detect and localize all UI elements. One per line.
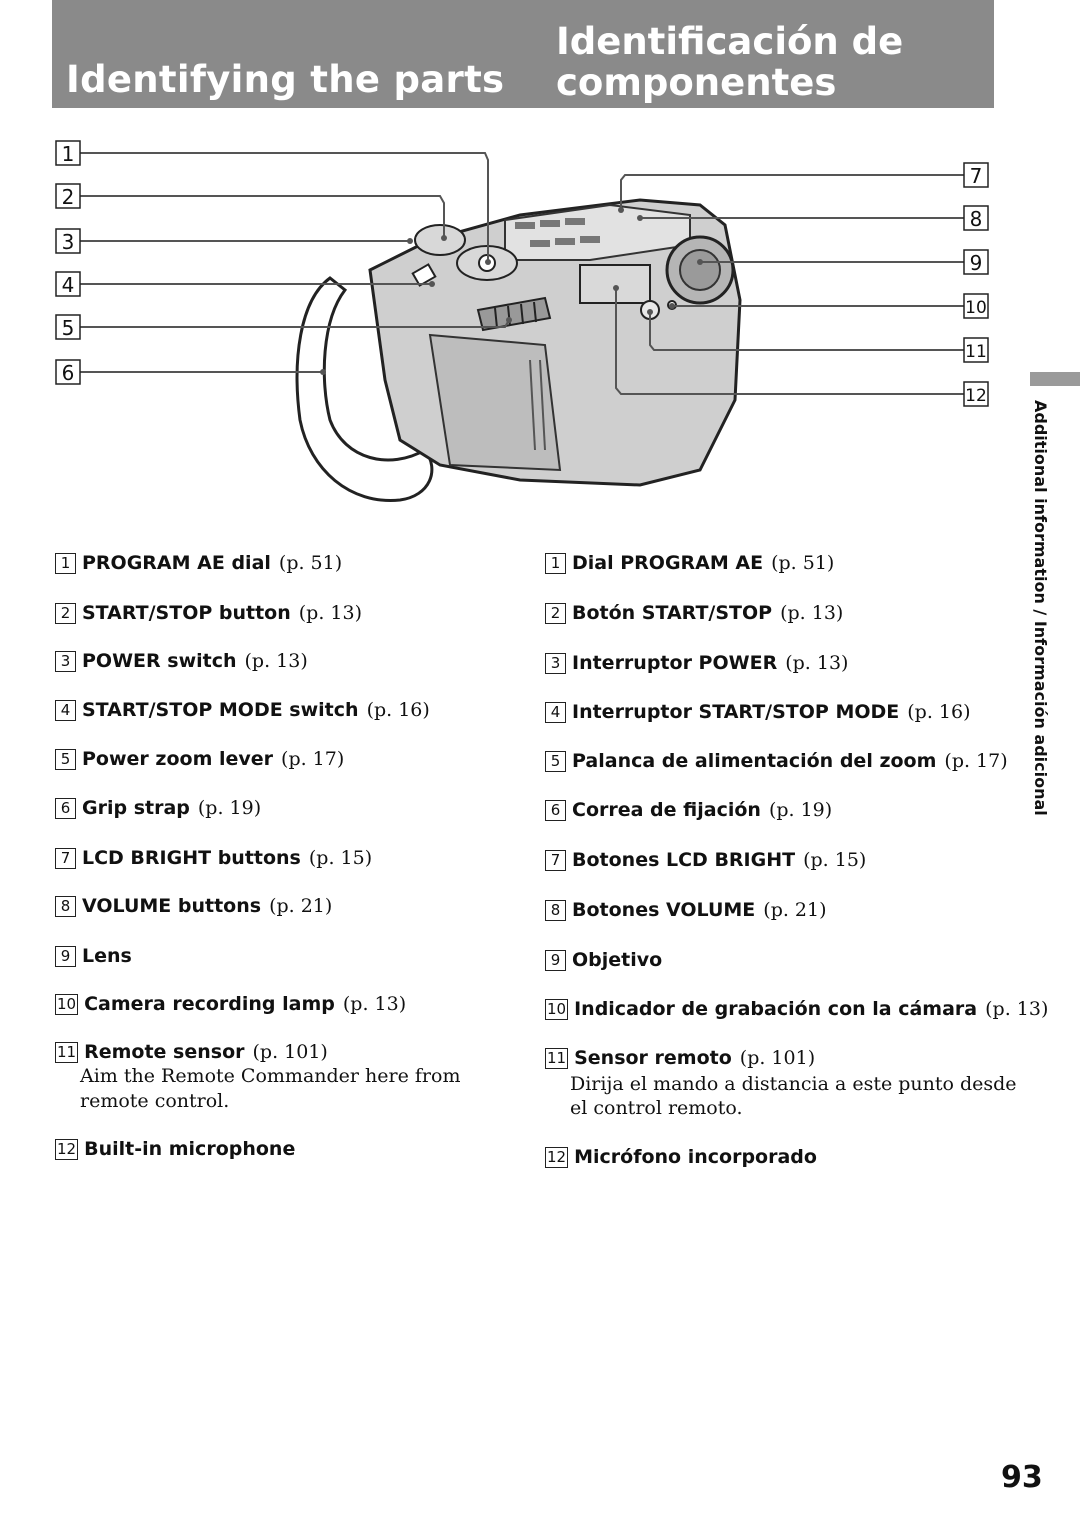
- battery-cover: [430, 335, 560, 470]
- list-item-es-1: 1 Dial PROGRAM AE (p. 51): [545, 551, 834, 575]
- list-item-en-2: 2 START/STOP button (p. 13): [55, 601, 362, 625]
- list-item-es-2: 2 Botón START/STOP (p. 13): [545, 601, 843, 625]
- callout-8: 8: [969, 207, 983, 231]
- callout-11: 11: [965, 342, 987, 362]
- page-title-es-line1: Identificación de: [556, 20, 904, 63]
- list-item-es-12: 12 Micrófono incorporado: [547, 1146, 817, 1168]
- page-title-es-line2: componentes: [556, 61, 837, 104]
- list-item-es-3: 3 Interruptor POWER (p. 13): [545, 651, 848, 675]
- list-item-es-6: 6 Correa de fijación (p. 19): [545, 798, 832, 822]
- callout-9: 9: [969, 251, 983, 275]
- section-tab-label: Additional information / Información adicional: [1031, 400, 1050, 816]
- callout-3: 3: [61, 230, 75, 254]
- list-item-es-11: 11 Sensor remoto (p. 101): [547, 1047, 816, 1069]
- list-item-en-10: 10 Camera recording lamp (p. 13): [57, 993, 407, 1015]
- list-item-es-5: 5 Palanca de alimentación del zoom (p. 17): [545, 749, 1008, 773]
- callout-12: 12: [965, 386, 987, 406]
- list-item-es-9: 9 Objetivo: [545, 948, 662, 972]
- callout-10: 10: [965, 298, 987, 318]
- list-item-es-10: 10 Indicador de grabación con la cámara (p. 13): [547, 998, 1049, 1020]
- list-item-en-3: 3 POWER switch (p. 13): [55, 649, 308, 673]
- list-item-en-9: 9 Lens: [55, 944, 132, 968]
- list-item-en-1: 1 PROGRAM AE dial (p. 51): [55, 551, 342, 575]
- list-item-en-6: 6 Grip strap (p. 19): [55, 796, 261, 820]
- program-ae-dial-illustration: [415, 225, 465, 255]
- list-item-es-7: 7 Botones LCD BRIGHT (p. 15): [545, 848, 866, 872]
- callout-4: 4: [61, 273, 75, 297]
- list-item-en-5: 5 Power zoom lever (p. 17): [55, 747, 344, 771]
- list-item-en-12: 12 Built-in microphone: [57, 1138, 296, 1160]
- list-item-en-11: 11 Remote sensor (p. 101): [57, 1041, 328, 1063]
- page-number: 93: [1001, 1460, 1043, 1495]
- list-item-en-8: 8 VOLUME buttons (p. 21): [55, 894, 332, 918]
- section-tab-marker: [1030, 372, 1080, 386]
- callout-5: 5: [61, 316, 75, 340]
- callout-2: 2: [61, 185, 75, 209]
- camera-diagram: [0, 120, 1000, 520]
- note-es-line1: Dirija el mando a distancia a este punto desde: [570, 1073, 1017, 1095]
- list-item-es-8: 8 Botones VOLUME (p. 21): [545, 898, 827, 922]
- callout-1: 1: [61, 142, 75, 166]
- list-item-en-7: 7 LCD BRIGHT buttons (p. 15): [55, 846, 372, 870]
- note-en-line2: remote control.: [80, 1090, 230, 1112]
- page-title-en: Identifying the parts: [66, 58, 505, 101]
- callout-7: 7: [969, 164, 983, 188]
- callout-6: 6: [61, 361, 75, 385]
- note-es-line2: el control remoto.: [570, 1097, 743, 1119]
- list-item-en-4: 4 START/STOP MODE switch (p. 16): [55, 698, 430, 722]
- note-en-line1: Aim the Remote Commander here from: [80, 1065, 461, 1087]
- list-item-es-4: 4 Interruptor START/STOP MODE (p. 16): [545, 700, 971, 724]
